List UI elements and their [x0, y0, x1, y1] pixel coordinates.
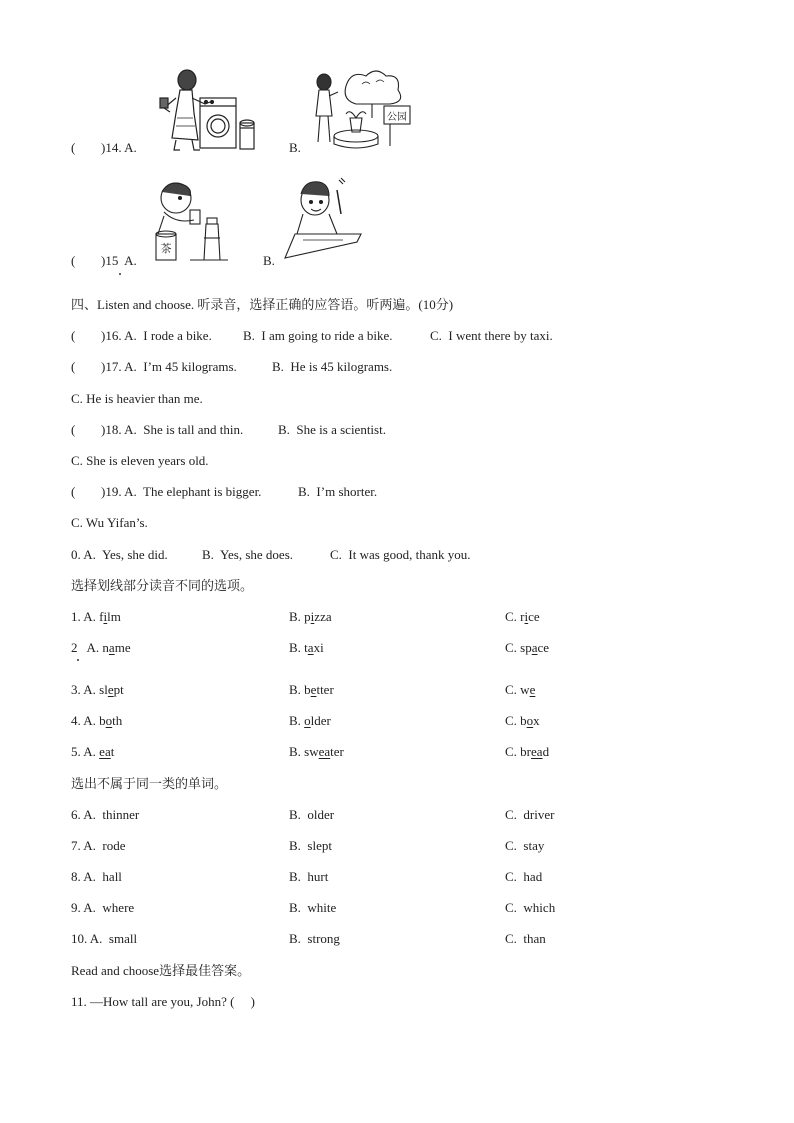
q17-option-a: )17. A. I’m 45 kilograms. [101, 359, 237, 374]
odd-option-b: B. strong [289, 931, 340, 946]
phonics-heading: 选择划线部分读音不同的选项。 [71, 578, 254, 593]
phonics-option-b: B. taxi [289, 640, 324, 655]
ink-dot [119, 273, 121, 275]
odd-option-b: B. white [289, 900, 337, 915]
laundry-picture [150, 68, 265, 154]
q14-paren: ( [71, 140, 76, 155]
phonics-option-c: C. box [505, 713, 540, 728]
odd-option-b: B. hurt [289, 869, 329, 884]
q14-option-b: B. [289, 140, 301, 155]
q17-paren: ( [71, 359, 76, 374]
drinking-tea-picture [150, 180, 230, 262]
q20-option-b: B. Yes, she does. [202, 547, 294, 562]
q15-option-b: B. [263, 253, 275, 268]
q18-paren: ( [71, 422, 76, 437]
phonics-option-a: 1. A. film [71, 609, 121, 624]
park-sign-text: 公园 [387, 112, 407, 123]
phonics-option-a: 4. A. both [71, 713, 123, 728]
odd-option-c: C. driver [505, 807, 555, 822]
odd-option-c: C. than [505, 931, 546, 946]
q16-option-b: B. I am going to ride a bike. [243, 328, 393, 343]
odd-option-a: 8. A. hall [71, 869, 122, 884]
odd-option-c: C. had [505, 869, 543, 884]
ink-dot [77, 659, 79, 661]
phonics-option-b: B. sweater [289, 744, 344, 759]
q19-option-a: )19. A. The elephant is bigger. [101, 484, 262, 499]
q19-option-b: B. I’m shorter. [298, 484, 378, 499]
phonics-option-b: B. pizza [289, 609, 332, 624]
q16-paren: ( [71, 328, 76, 343]
q15-number: )15 A. [101, 253, 137, 268]
q18-option-b: B. She is a scientist. [278, 422, 386, 437]
q15-paren: ( [71, 253, 76, 268]
read-choose-heading: Read and choose选择最佳答案。 [71, 963, 251, 978]
q16-option-c: C. I went there by taxi. [430, 328, 553, 343]
odd-option-b: B. slept [289, 838, 332, 853]
q17-option-c: C. He is heavier than me. [71, 391, 203, 406]
phonics-option-c: C. rice [505, 609, 540, 624]
q17-option-b: B. He is 45 kilograms. [272, 359, 393, 374]
q14-number: )14. A. [101, 140, 137, 155]
phonics-option-c: C. space [505, 640, 550, 655]
q16-option-a: )16. A. I rode a bike. [101, 328, 212, 343]
phonics-option-c: C. bread [505, 744, 550, 759]
q18-option-c: C. She is eleven years old. [71, 453, 209, 468]
q19-paren: ( [71, 484, 76, 499]
park-picture [306, 66, 414, 154]
odd-option-b: B. older [289, 807, 335, 822]
phonics-option-b: B. older [289, 713, 331, 728]
q11-stem: 11. —How tall are you, John? ( ) [71, 994, 256, 1009]
odd-option-a: 9. A. where [71, 900, 135, 915]
phonics-option-a: 3. A. slept [71, 682, 124, 697]
phonics-option-b: B. better [289, 682, 334, 697]
odd-option-a: 7. A. rode [71, 838, 126, 853]
drawing-picture [283, 176, 363, 262]
q20-option-c: C. It was good, thank you. [330, 547, 471, 562]
phonics-option-a: 2 A. name [71, 640, 131, 655]
q20-option-a: 0. A. Yes, she did. [71, 547, 168, 562]
q18-option-a: )18. A. She is tall and thin. [101, 422, 244, 437]
q19-option-c: C. Wu Yifan’s. [71, 515, 148, 530]
odd-option-c: C. stay [505, 838, 545, 853]
odd-option-a: 10. A. small [71, 931, 138, 946]
tea-can-label: 茶 [160, 242, 172, 255]
section4-heading: 四、Listen and choose. 听录音，选择正确的应答语。听两遍。(10分) [71, 297, 454, 312]
odd-one-out-heading: 选出不属于同一类的单词。 [71, 776, 228, 791]
phonics-option-c: C. we [505, 682, 536, 697]
odd-option-c: C. which [505, 900, 556, 915]
phonics-option-a: 5. A. eat [71, 744, 115, 759]
odd-option-a: 6. A. thinner [71, 807, 140, 822]
